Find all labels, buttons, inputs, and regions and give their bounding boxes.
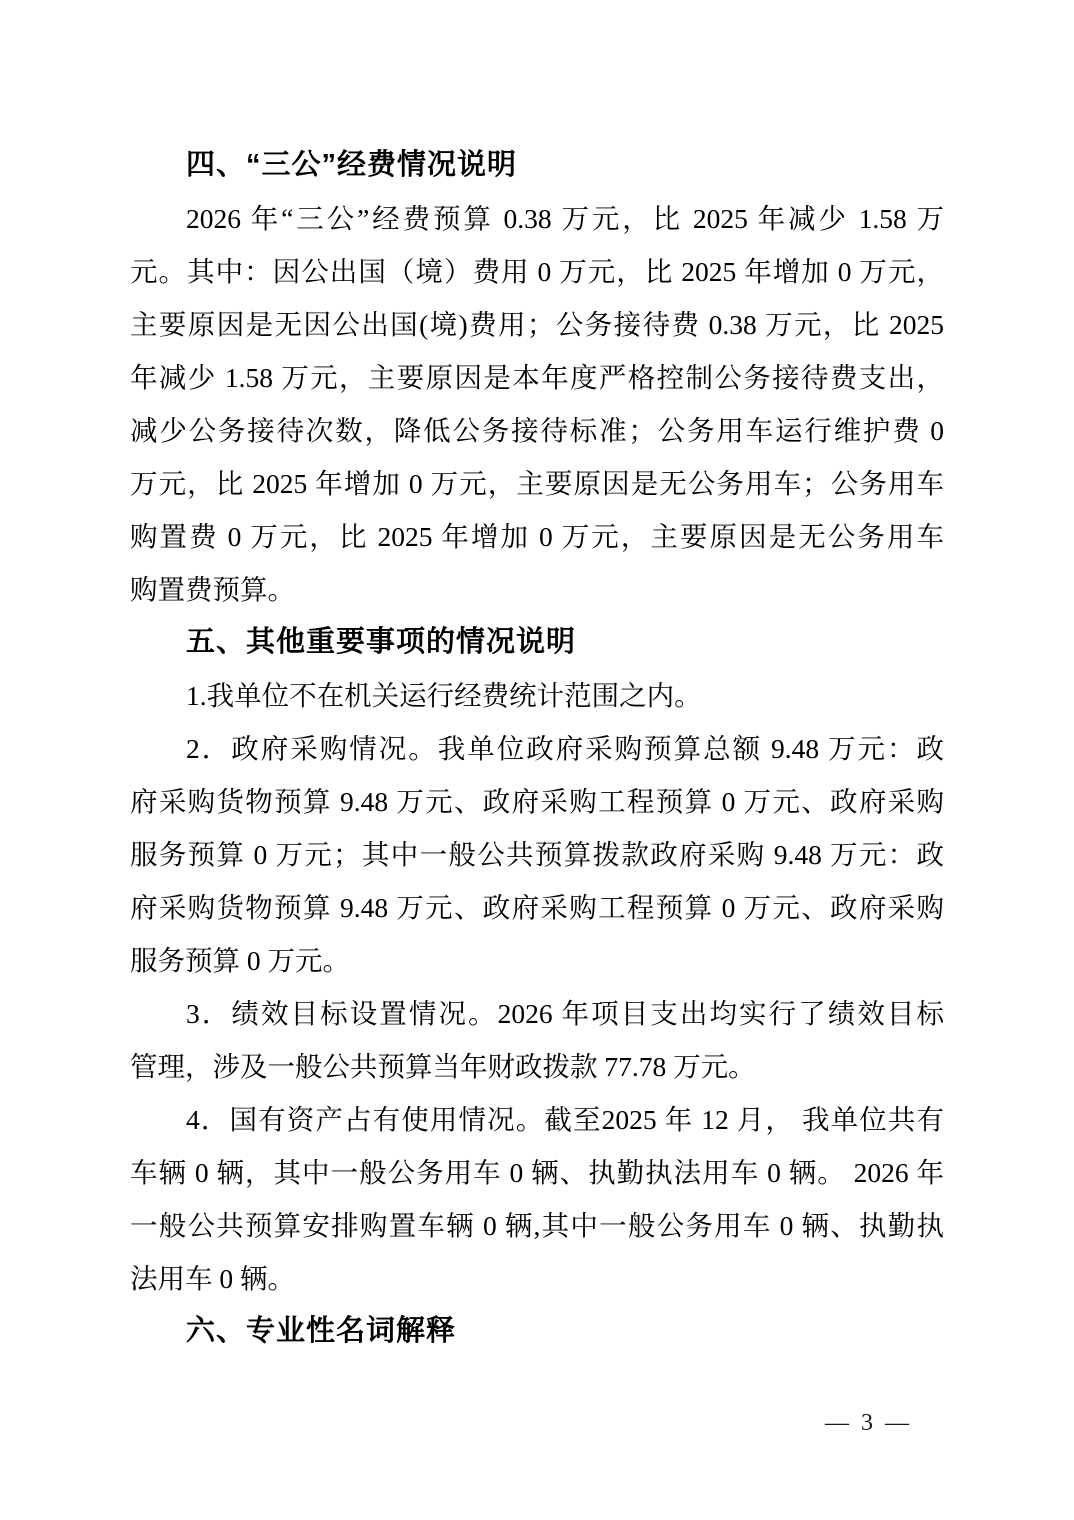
item-2-government-procurement-line-3: 服务预算 0 万元；其中一般公共预算拨款政府采购 9.48 万元：政: [130, 839, 944, 870]
item-4-state-assets-line-2: 车辆 0 辆，其中一般公务用车 0 辆、执勤执法用车 0 辆。 2026 年: [130, 1157, 944, 1188]
page-number: — 3 —: [825, 1410, 912, 1436]
three-public-funds-paragraph-line-7: 购置费 0 万元，比 2025 年增加 0 万元，主要原因是无公务用车: [130, 521, 944, 552]
item-2-government-procurement-line-1: 2．政府采购情况。我单位政府采购预算总额 9.48 万元：政: [186, 733, 944, 764]
item-4-state-assets-line-4: 法用车 0 辆。: [130, 1263, 295, 1294]
three-public-funds-paragraph-line-3: 主要原因是无因公出国(境)费用；公务接待费 0.38 万元，比 2025: [130, 309, 944, 340]
three-public-funds-paragraph-line-1: 2026 年“三公”经费预算 0.38 万元，比 2025 年减少 1.58 万: [186, 203, 944, 234]
document-body: [130, 139, 944, 1358]
three-public-funds-paragraph-line-4: 年减少 1.58 万元，主要原因是本年度严格控制公务接待费支出，: [130, 362, 944, 393]
item-1-operating-funds-line-1: 1.我单位不在机关运行经费统计范围之内。: [186, 680, 702, 711]
item-4-state-assets-line-3: 一般公共预算安排购置车辆 0 辆,其中一般公务用车 0 辆、执勤执: [130, 1210, 944, 1241]
section-4-heading: 四、“三公”经费情况说明: [186, 149, 518, 181]
item-2-government-procurement-line-5: 服务预算 0 万元。: [130, 945, 350, 976]
three-public-funds-paragraph-line-6: 万元，比 2025 年增加 0 万元，主要原因是无公务用车；公务用车: [130, 468, 944, 499]
section-5-heading: 五、其他重要事项的情况说明: [186, 626, 577, 658]
three-public-funds-paragraph-line-5: 减少公务接待次数，降低公务接待标准；公务用车运行维护费 0: [130, 415, 944, 446]
item-2-government-procurement-line-4: 府采购货物预算 9.48 万元、政府采购工程预算 0 万元、政府采购: [130, 892, 944, 923]
item-2-government-procurement-line-2: 府采购货物预算 9.48 万元、政府采购工程预算 0 万元、政府采购: [130, 786, 944, 817]
item-4-state-assets-line-1: 4．国有资产占有使用情况。截至2025 年 12 月， 我单位共有: [186, 1104, 944, 1135]
item-3-performance-targets-line-1: 3．绩效目标设置情况。2026 年项目支出均实行了绩效目标: [186, 998, 944, 1029]
section-6-heading: 六、专业性名词解释: [186, 1315, 457, 1347]
three-public-funds-paragraph-line-2: 元。其中：因公出国（境）费用 0 万元，比 2025 年增加 0 万元，: [130, 256, 944, 287]
item-3-performance-targets-line-2: 管理，涉及一般公共预算当年财政拨款 77.78 万元。: [130, 1051, 756, 1082]
three-public-funds-paragraph-line-8: 购置费预算。: [130, 574, 295, 605]
